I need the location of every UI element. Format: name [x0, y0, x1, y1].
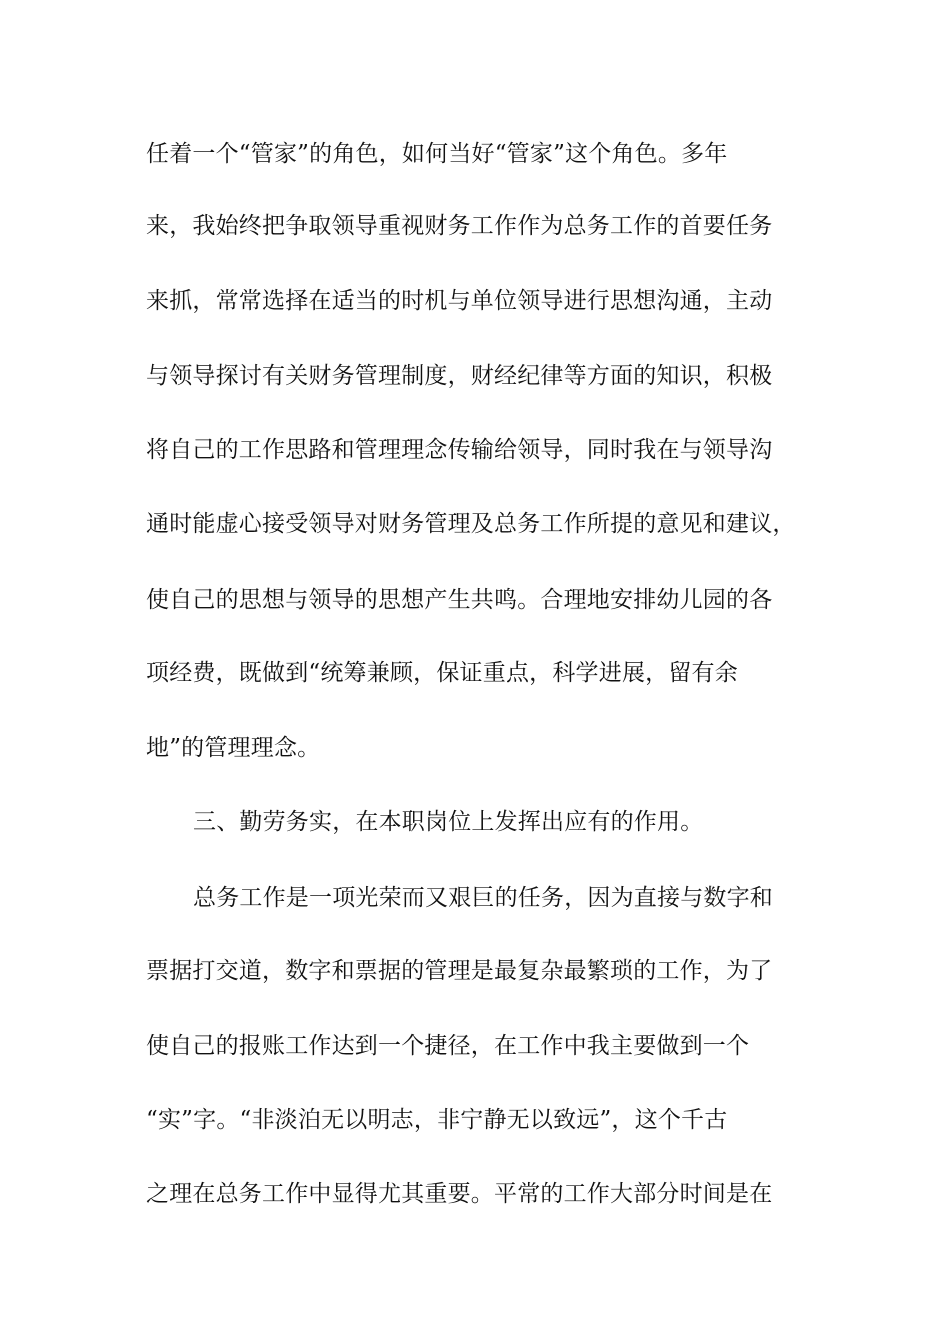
paragraph-line: 与领导探讨有关财务管理制度，财经纪律等方面的知识，积极 [146, 363, 773, 389]
paragraph-line: 之理在总务工作中显得尤其重要。平常的工作大部分时间是在 [146, 1181, 773, 1207]
paragraph-line: “实”字。“非淡泊无以明志，非宁静无以致远”，这个千古 [146, 1107, 728, 1133]
paragraph-line: 通时能虚心接受领导对财务管理及总务工作所提的意见和建议， [146, 511, 796, 537]
paragraph-line: 任着一个“管家”的角色，如何当好“管家”这个角色。多年 [146, 141, 728, 167]
paragraph-line: 来，我始终把争取领导重视财务工作作为总务工作的首要任务 [146, 213, 773, 239]
paragraph-line: 使自己的报账工作达到一个捷径，在工作中我主要做到一个 [146, 1033, 750, 1059]
paragraph-line: 将自己的工作思路和管理理念传输给领导，同时我在与领导沟 [146, 437, 773, 463]
paragraph-line: 票据打交道，数字和票据的管理是最复杂最繁琐的工作，为了 [146, 958, 773, 984]
paragraph-line: 项经费，既做到“统筹兼顾，保证重点，科学进展，留有余 [146, 660, 738, 686]
paragraph-line: 地”的管理理念。 [146, 735, 321, 761]
paragraph-line: 来抓，常常选择在适当的时机与单位领导进行思想沟通，主动 [146, 288, 773, 314]
paragraph-line: 总务工作是一项光荣而又艰巨的任务，因为直接与数字和 [193, 885, 773, 911]
paragraph-line: 使自己的思想与领导的思想产生共鸣。合理地安排幼儿园的各 [146, 587, 773, 613]
section-heading: 三、勤劳务实，在本职岗位上发挥出应有的作用。 [193, 809, 704, 835]
